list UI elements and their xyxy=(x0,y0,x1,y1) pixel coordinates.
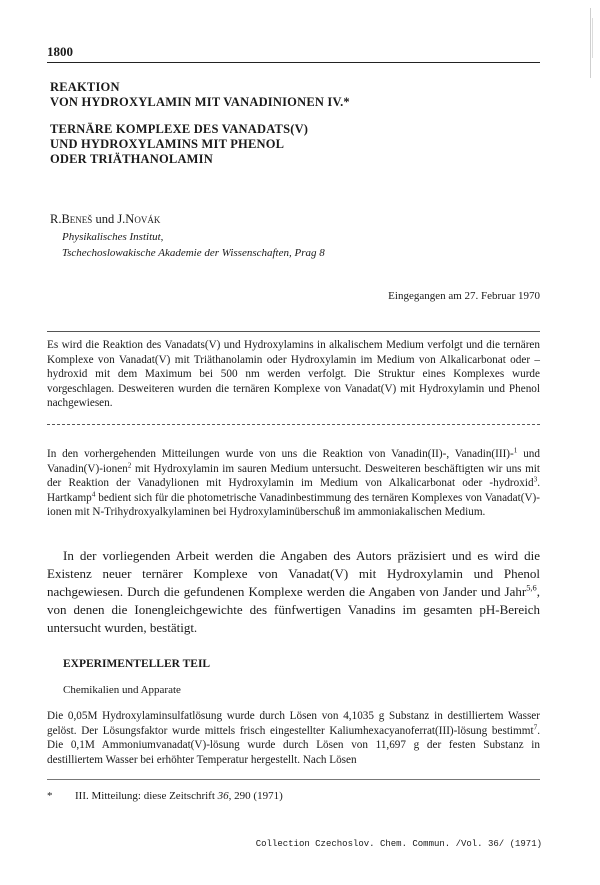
footnote-volume: 36, xyxy=(217,790,232,802)
journal-citation: Collection Czechoslov. Chem. Commun. /Vol. 36/ (1971) xyxy=(255,839,542,849)
body3-text-1: Die 0,05 xyxy=(47,710,88,722)
affiliation-line-2: Tschechoslowakische Akademie der Wissenschaften, Prag 8 xyxy=(62,247,325,259)
title-line-5: ODER TRIÄTHANOLAMIN xyxy=(50,152,213,166)
reference-2: 2 xyxy=(127,460,132,469)
reference-1: 1 xyxy=(513,446,518,455)
reference-3: 3 xyxy=(533,475,538,484)
footnote-marker: * xyxy=(47,790,53,802)
molar-unit-2: M xyxy=(84,739,95,752)
author-2: J.Novák xyxy=(117,212,161,226)
experimental-paragraph xyxy=(47,709,540,767)
header-rule xyxy=(47,62,540,63)
abstract-bottom-rule xyxy=(47,424,540,425)
footnote-text-1: III. Mitteilung: diese Zeitschrift xyxy=(75,790,218,802)
footnote xyxy=(47,790,283,802)
intro-paragraph-1 xyxy=(47,447,540,520)
footnote-text-2: 290 (1971) xyxy=(231,790,283,802)
intro2-text-1: In der vorliegenden Arbeit werden die Angaben des Autors präzisiert und es wird die Existenz neuer ternärer Komplexe von Vanadat(V) mit Hydroxylamin und Phenol nachgewiesen. Durch die gefundenen Komplexe werden die Angaben von Jander und Jahr xyxy=(47,548,540,599)
scan-edge-mark xyxy=(588,8,594,78)
section-title: EXPERIMENTELLER TEIL xyxy=(63,658,211,670)
intro1-text-2: und Vanadin(V)-ionen xyxy=(47,448,540,475)
intro2-text-2: , von denen die Ionengleichgewichte des fünfwertigen Vanadins im gesamten pH-Bereich untersucht wurden, bestätigt. xyxy=(47,584,540,635)
reference-4: 4 xyxy=(91,490,96,499)
body3-text-2: Hydroxylaminsulfatlösung wurde durch Lösen von 4,1035 g Substanz in destilliertem Wasser gelöst. Der Lösungsfaktor wurde mittels frisch eingestellter Kaliumhexacyanoferrat(III)-lösung bestimmt xyxy=(47,710,540,737)
intro1-text-5: bedient sich für die photometrische Vanadinbestimmung des ternären Komplexes von Vanadat(V)-ionen mit N-Trihydroxyalkylaminen bei Hydroxylaminüberschuß im ammoniakalischen Medium. xyxy=(47,491,540,519)
reference-7: 7 xyxy=(533,722,538,731)
title-line-2: VON HYDROXYLAMIN MIT VANADINIONEN IV.* xyxy=(50,95,350,109)
intro1-text-1: In den vorhergehenden Mitteilungen wurde von uns die Reaktion von Vanadin(II)-, Vanadin(III)- xyxy=(47,448,514,460)
footnote-rule xyxy=(47,779,540,780)
title-line-1: REAKTION xyxy=(50,80,120,94)
reference-5-6: 5,6 xyxy=(526,582,537,593)
intro1-text-4: . Hartkamp xyxy=(47,477,540,504)
page-number: 1800 xyxy=(47,44,73,59)
authors xyxy=(50,212,160,227)
received-date: Eingegangen am 27. Februar 1970 xyxy=(388,290,540,302)
intro-paragraph-2 xyxy=(47,547,540,637)
author-1: R.Beneš xyxy=(50,212,93,226)
subsection-title: Chemikalien und Apparate xyxy=(63,684,181,696)
title-line-3: TERNÄRE KOMPLEXE DES VANADATS(V) xyxy=(50,122,309,136)
author-conjunction: und xyxy=(92,212,118,226)
intro1-text-3: mit Hydroxylamin im sauren Medium untersucht. Desweiteren beschäftigten wir uns mit der Reaktion der Vanadylionen mit Hydroxylamin im Medium von Alkalicarbonat oder -hydroxid xyxy=(47,462,540,490)
title-line-4: UND HYDROXYLAMINS MIT PHENOL xyxy=(50,137,285,151)
affiliation-line-1: Physikalisches Institut, xyxy=(62,231,164,243)
abstract: Es wird die Reaktion des Vanadats(V) und Hydroxylamins in alkalischem Medium verfolgt und die ternären Komplexe von Vanadat(V) mit Triäthanolamin oder Hydroxylamin im Medium von Alkalicarbonat oder – hydroxid mit dem Maximum bei 500 nm werden verfolgt. Die Struktur eines Komplexes wurde vorgeschlagen. Desweiteren wurden die ternären Komplexe von Vanadat(V) mit Hydroxylamin und Phenol nachgewiesen. xyxy=(47,339,540,410)
body3-text-3: . Die 0,1 xyxy=(47,724,540,752)
body3-text-4: Ammoniumvanadat(V)-lösung wurde durch Lösen von 11,697 g der festen Substanz in destilliertem Wasser bei erhöhter Temperatur hergestellt. Nach Lösen xyxy=(47,739,540,766)
molar-unit-1: M xyxy=(87,710,98,722)
abstract-top-rule xyxy=(47,331,540,332)
